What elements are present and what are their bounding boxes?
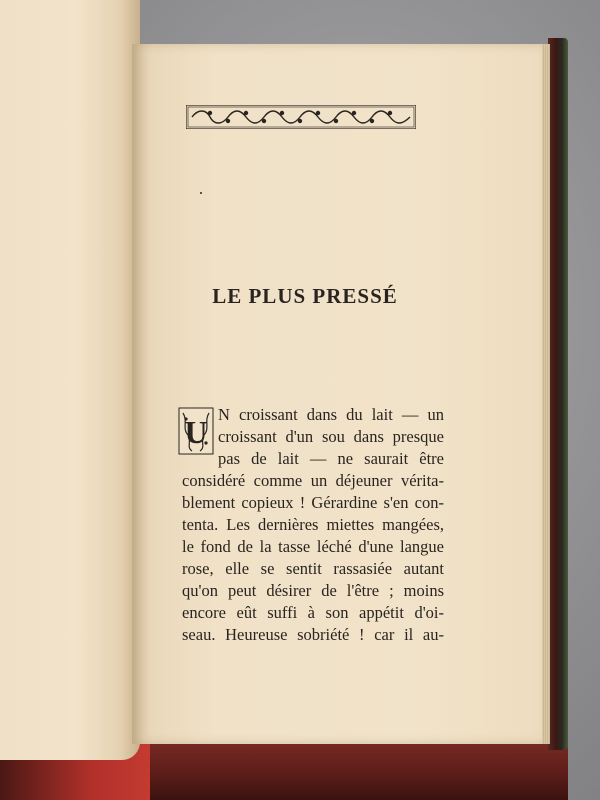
scroll-ornament-icon (186, 105, 416, 129)
text-line: rose, elle se sentit rassasiée autant (182, 559, 444, 578)
text-line: blement copieux ! Gérardine s'en con- (182, 493, 444, 512)
book-cover-edge (548, 38, 568, 750)
drop-cap-ornament (178, 407, 214, 455)
text-line: croissant d'un sou dans presque (218, 427, 444, 446)
text-line: seau. Heureuse sobriété ! car il au- (182, 625, 444, 644)
text-line: le fond de la tasse léché d'une langue (182, 537, 444, 556)
left-blank-page (0, 0, 140, 760)
text-line: encore eût suffi à son appétit d'oi- (182, 603, 444, 622)
chapter-title: LE PLUS PRESSÉ (212, 284, 398, 308)
printer-mark (200, 192, 202, 194)
text-line: considéré comme un déjeuner vérita- (182, 471, 444, 490)
drop-cap-letter: U (184, 414, 208, 450)
text-line: N croissant dans du lait — un (218, 405, 444, 424)
text-line: qu'on peut désirer de l'être ; moins (182, 581, 444, 600)
text-line: tenta. Les dernières miettes mangées, (182, 515, 444, 534)
text-line: pas de lait — ne saurait être (218, 449, 444, 468)
